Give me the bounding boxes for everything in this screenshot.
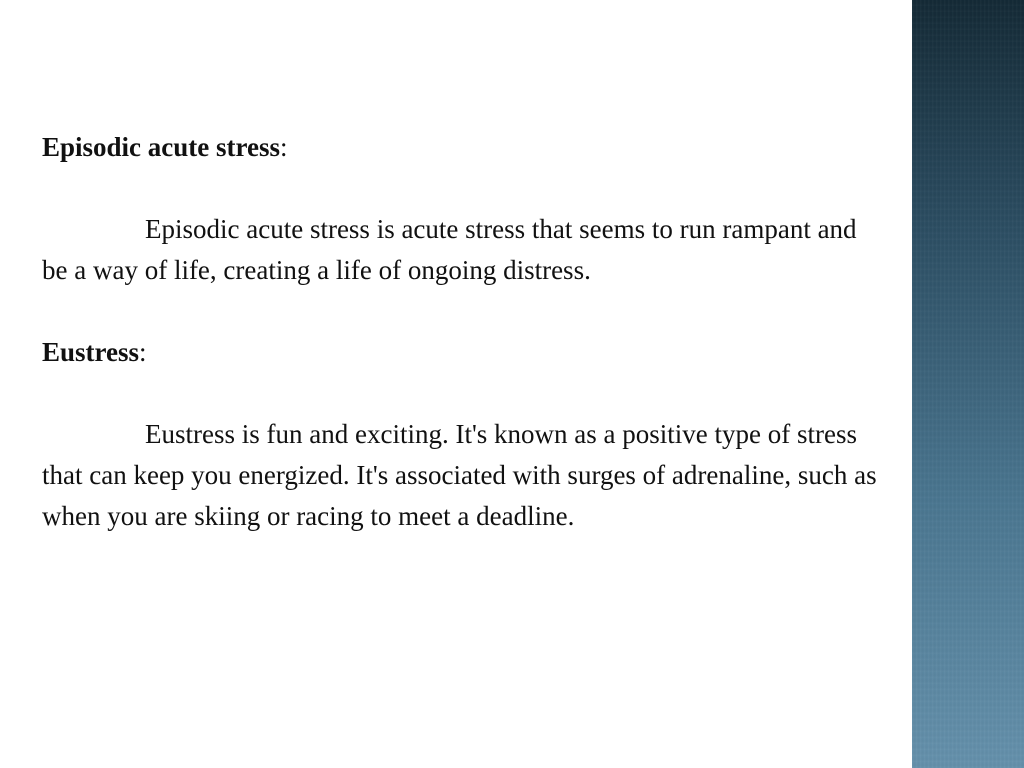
slide-content: [42, 127, 882, 537]
heading-colon: :: [139, 337, 147, 367]
spacer: [42, 168, 882, 209]
spacer: [42, 291, 882, 332]
section-body-episodic-acute-stress: Episodic acute stress is acute stress that seems to run rampant and be a way of life, creating a life of ongoing distress.: [42, 214, 857, 285]
section-body-eustress: Eustress is fun and exciting. It's known as a positive type of stress that can keep you energized. It's associated with surges of adrenaline, such as when you are skiing or racing to meet a deadline.: [42, 419, 877, 531]
heading-colon: :: [280, 132, 288, 162]
section-heading-eustress: [42, 332, 882, 373]
section-heading-episodic-acute-stress: [42, 127, 882, 168]
heading-text: Episodic acute stress: [42, 132, 281, 162]
heading-text: Eustress: [42, 337, 140, 367]
spacer: [42, 373, 882, 414]
decorative-side-panel: [912, 0, 1024, 768]
